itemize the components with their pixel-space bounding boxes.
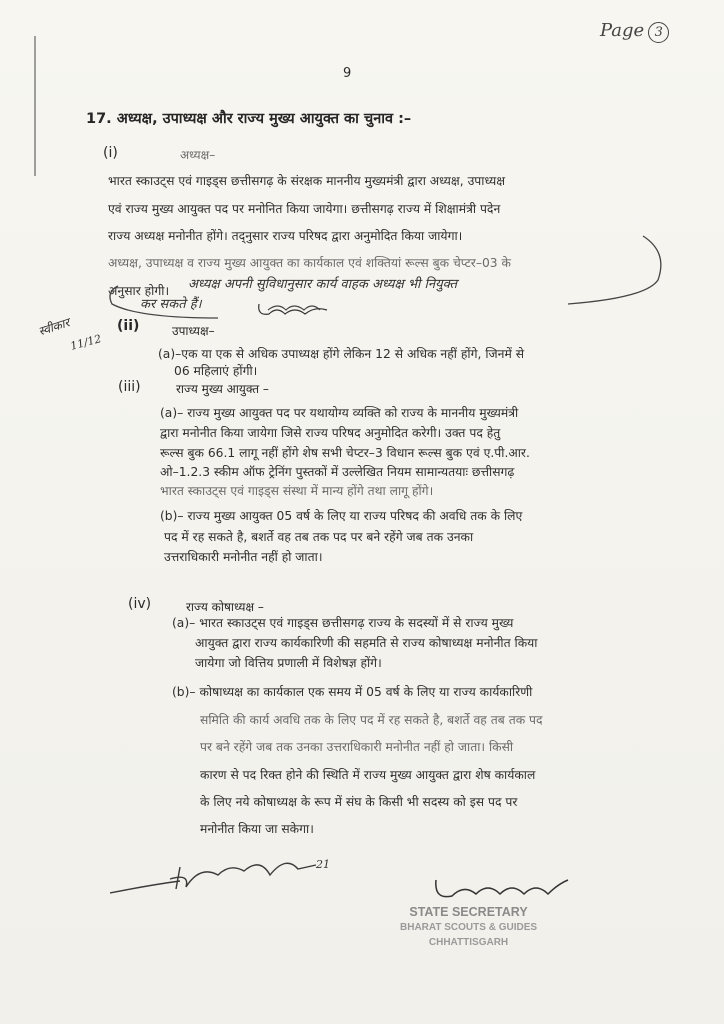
section-iii-a-line: (a)– राज्य मुख्य आयुक्त पद पर यथायोग्य व्यक्ति को राज्य के माननीय मुख्यमंत्री [160,406,519,420]
section-iii-b-line: पद में रह सकते है, बशर्ते वह तब तक पद पर बने रहेंगे जब तक उनका [164,530,474,544]
section-ii-line: 06 महिलाएं होंगी। [174,364,258,378]
section-iv-b-line: मनोनीत किया जा सकेगा। [200,822,314,836]
section-iii-marker: (iii) [118,379,141,395]
section-i-line: अध्यक्ष, उपाध्यक्ष व राज्य मुख्य आयुक्त का कार्यकाल एवं शक्तियां रूल्स बुक चेप्टर–03 के [108,256,511,270]
section-iv-title: राज्य कोषाध्यक्ष – [186,600,264,614]
handwritten-note-continued: कर सकते हैं। [140,297,202,312]
page-number: 9 [343,66,352,81]
section-i-line: अनुसार होगी। [108,284,170,298]
margin-line [34,36,36,176]
section-iv-b-line: समिति की कार्य अवधि तक के लिए पद में रह सकते है, बशर्ते वह तब तक पद [200,713,543,727]
section-heading: 17. अध्यक्ष, उपाध्यक्ष और राज्य मुख्य आयुक्त का चुनाव :– [86,111,412,127]
section-iv-a-line: (a)– भारत स्काउट्स एवं गाइड्स छत्तीसगढ़ राज्य के सदस्यों में से राज्य मुख्य [172,616,514,630]
stamp-line-2: BHARAT SCOUTS & GUIDES [400,922,538,933]
initials-signature [255,296,335,322]
section-i-line: भारत स्काउट्स एवं गाइड्स छत्तीसगढ़ के संरक्षक माननीय मुख्यमंत्री द्वारा अध्यक्ष, उपाध्यक्ष [108,174,506,188]
section-i-marker: (i) [103,145,118,161]
handwritten-bracket [98,226,678,326]
section-ii-marker: (ii) [117,318,140,334]
section-iv-a-line: जायेगा जो वित्तिय प्रणाली में विशेषज्ञ होंगे। [195,656,382,670]
signature-left-date: 21 [316,858,330,871]
section-i-line: राज्य अध्यक्ष मनोनीत होंगे। तद्नुसार राज्य परिषद द्वारा अनुमोदित किया जायेगा। [108,229,463,243]
page-stamp-label: Page [600,20,645,41]
stamp-line-3: CHHATTISGARH [428,937,509,948]
section-iv-marker: (iv) [128,596,152,612]
section-iv-b-line: के लिए नये कोषाध्यक्ष के रूप में संघ के किसी भी सदस्य को इस पद पर [200,795,518,809]
page-stamp [600,20,669,43]
section-iv-b-line: (b)– कोषाध्यक्ष का कार्यकाल एक समय में 05 वर्ष के लिए या राज्य कार्यकारिणी [172,685,533,699]
section-iv-b-line: कारण से पद रिक्त होने की स्थिति में राज्य मुख्य आयुक्त द्वारा शेष कार्यकाल [200,768,536,782]
secretary-stamp [400,905,537,950]
section-i-line: एवं राज्य मुख्य आयुक्त पद पर मनोनित किया जायेगा। छत्तीसगढ़ राज्य में शिक्षामंत्री पदेन [108,202,501,216]
section-iii-a-line: ओ–1.2.3 स्कीम ऑफ ट्रेनिंग पुस्तकों में उल्लेखित नियम सामान्यतयाः छत्तीसगढ़ [160,465,515,479]
section-i-title: अध्यक्ष– [180,148,216,162]
section-iv-b-line: पर बने रहेंगे जब तक उनका उत्तराधिकारी मनोनीत नहीं हो जाता। किसी [200,740,514,754]
section-iii-title: राज्य मुख्य आयुक्त – [176,382,269,396]
section-iii-a-line: द्वारा मनोनीत किया जायेगा जिसे राज्य परिषद अनुमोदित करेगी। उक्त पद हेतु [160,426,501,440]
signature-left [110,845,370,905]
stamp-line-1: STATE SECRETARY [409,905,528,919]
section-iv-a-line: आयुक्त द्वारा राज्य कार्यकारिणी की सहमति से राज्य कोषाध्यक्ष मनोनीत किया [195,636,538,650]
section-iii-b-line: (b)– राज्य मुख्य आयुक्त 05 वर्ष के लिए या राज्य परिषद की अवधि तक के लिए [160,509,523,523]
page-stamp-number: 3 [648,22,669,43]
handwritten-note: अध्यक्ष अपनी सुविधानुसार कार्य वाहक अध्यक्ष भी नियुक्त [188,277,457,292]
signature-right [430,866,590,906]
margin-note: स्वीकार [36,315,72,339]
section-ii-line: (a)–एक या एक से अधिक उपाध्यक्ष होंगे लेकिन 12 से अधिक नहीं होंगे, जिनमें से [158,347,525,361]
section-iii-b-line: उत्तराधिकारी मनोनीत नहीं हो जाता। [164,550,323,564]
margin-note-date: 11/12 [68,332,103,353]
section-iii-a-line: रूल्स बुक 66.1 लागू नहीं होंगे शेष सभी चेप्टर–3 विधान रूल्स बुक एवं ए.पी.आर. [160,446,530,460]
section-iii-a-line: भारत स्काउट्स एवं गाइड्स संस्था में मान्य होंगे तथा लागू होंगे। [160,484,434,498]
section-ii-title: उपाध्यक्ष– [172,324,215,338]
